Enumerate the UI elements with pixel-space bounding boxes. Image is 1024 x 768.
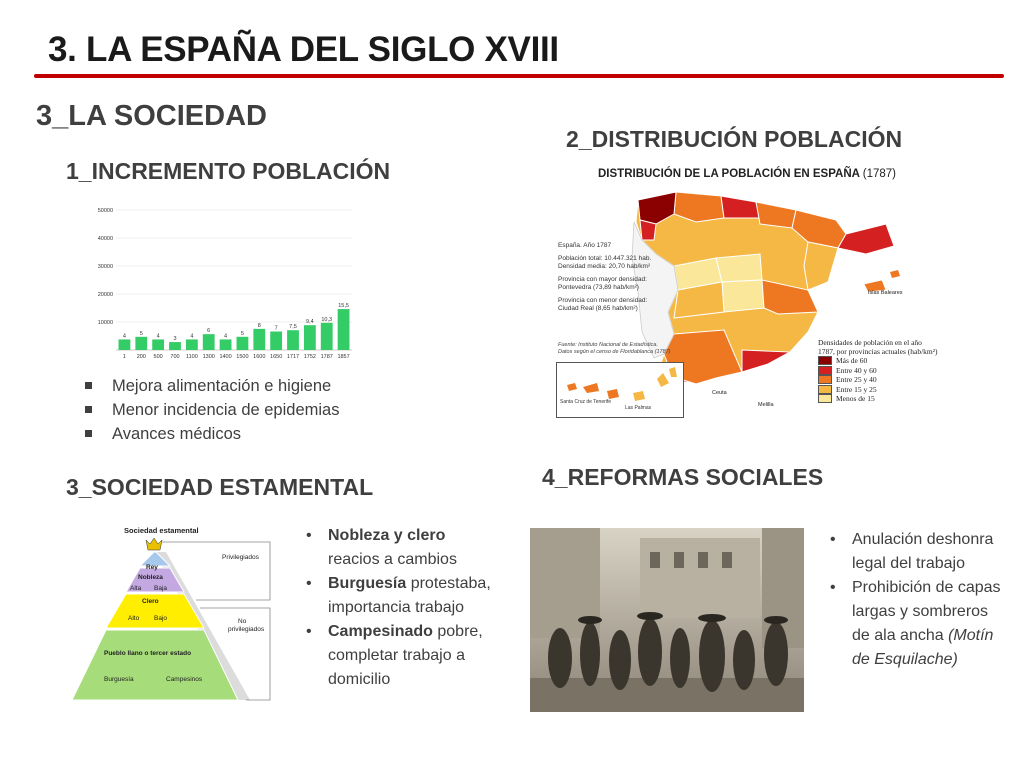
pyramid-bajo: Bajo — [154, 615, 168, 622]
chart-bar — [135, 337, 147, 350]
y-tick-label: 10000 — [97, 320, 113, 326]
legend-swatch — [818, 356, 832, 365]
list-item: Avances médicos — [82, 422, 339, 446]
society-pyramid — [70, 522, 280, 712]
x-tick-label: 1400 — [219, 354, 232, 360]
bar-value-label: 15,5 — [338, 303, 349, 310]
pyramid-rey: Rey — [146, 564, 158, 571]
map-source-line: Fuente: Instituto Nacional de Estadística. — [558, 342, 658, 348]
x-tick-label: 700 — [170, 354, 180, 360]
section-distribucion: 2_DISTRIBUCIÓN POBLACIÓN — [566, 126, 903, 152]
section-sociedad: 3_LA SOCIEDAD — [36, 100, 267, 132]
baleares-label: Islas Baleares — [868, 290, 903, 296]
motin-engraving-image — [530, 528, 804, 712]
map-info-line: España. Año 1787 — [558, 242, 612, 249]
bar-value-label: 9,4 — [306, 319, 314, 326]
melilla-label: Melilla — [758, 402, 774, 408]
legend-swatch — [818, 375, 832, 384]
x-tick-label: 1600 — [253, 354, 266, 360]
chart-bar — [253, 329, 265, 350]
chart-bar — [152, 339, 164, 350]
bar-value-label: 4 — [122, 333, 126, 340]
x-tick-label: 500 — [153, 354, 163, 360]
chart-bar — [119, 339, 131, 350]
chart-bar — [270, 332, 282, 350]
legend-swatch — [818, 385, 832, 394]
list-item: Menor incidencia de epidemias — [82, 398, 339, 422]
y-tick-label: 40000 — [97, 236, 113, 242]
bar-value-label: 5 — [240, 330, 244, 337]
x-tick-label: 1650 — [270, 354, 283, 360]
chart-bar — [220, 339, 232, 350]
estamental-list — [306, 524, 496, 692]
pyramid-shape — [70, 522, 280, 712]
list-item-text: reacios a cambios — [328, 551, 457, 568]
canarias-shape — [557, 363, 683, 417]
legend-title: Densidades de población en el año 1787, por provincias actuales (hab/km²) — [818, 338, 938, 356]
x-tick-label: 1857 — [337, 354, 350, 360]
list-item-bold: Nobleza y clero — [328, 527, 446, 544]
incremento-list — [82, 374, 339, 446]
pyramid-no: No — [238, 618, 247, 625]
bar-value-label: 7 — [274, 325, 278, 332]
bar-value-label: 3 — [173, 336, 177, 343]
population-map — [546, 162, 936, 420]
x-tick-label: 1717 — [286, 354, 300, 360]
bar-value-label: 7,5 — [289, 324, 297, 331]
pyramid-pueblo: Pueblo llano o tercer estado — [104, 650, 192, 657]
x-tick-label: 1 — [122, 354, 126, 360]
list-item — [306, 572, 496, 620]
list-item: Mejora alimentación e higiene — [82, 374, 339, 398]
pyramid-campesinos: Campesinos — [166, 676, 203, 683]
legend-swatch — [818, 366, 832, 375]
map-info-line: Ciudad Real (8,65 hab/km²) — [558, 305, 638, 312]
list-item-italic: (Motín de Esquilache) — [852, 627, 994, 668]
map-info — [558, 242, 651, 317]
list-item-text: pobre, completar trabajo a domicilio — [328, 623, 483, 688]
chart-bar — [186, 339, 198, 350]
section-estamental: 3_SOCIEDAD ESTAMENTAL — [66, 474, 374, 500]
pyramid-title: Sociedad estamental — [124, 526, 199, 535]
map-info-line: Población total: 10.447.321 hab. — [558, 254, 652, 262]
pyramid-privilegiados: Privilegiados — [222, 554, 259, 561]
list-item: • Anulación deshonra legal del trabajo — [830, 528, 1010, 576]
x-tick-label: 1300 — [202, 354, 215, 360]
x-tick-label: 1787 — [320, 354, 333, 360]
legend-row — [818, 375, 938, 385]
legend-swatch — [818, 394, 832, 403]
canarias-label: Santa Cruz de Tenerife — [560, 399, 612, 405]
pyramid-burguesia: Burguesía — [104, 676, 134, 683]
y-tick-label: 50000 — [97, 208, 113, 214]
legend-label: Menos de 15 — [836, 394, 875, 404]
bar-value-label: 4 — [224, 333, 228, 340]
chart-bar — [237, 337, 249, 350]
map-info-line: Densidad media: 20,70 hab/km² — [558, 263, 651, 270]
bar-value-label: 10,3 — [321, 316, 333, 323]
map-title-text: DISTRIBUCIÓN DE LA POBLACIÓN EN ESPAÑA — [598, 168, 860, 180]
list-item-text: Prohibición de capas largas y sombreros de ala ancha — [852, 579, 1001, 644]
chart-bar — [304, 325, 316, 350]
list-item-bold: Burguesía — [328, 575, 407, 592]
legend-label: Entre 15 y 25 — [836, 384, 877, 394]
legend-row — [818, 356, 938, 366]
ceuta-label: Ceuta — [712, 390, 727, 396]
pyramid-baja: Baja — [154, 585, 168, 592]
list-item-bold: Campesinado — [328, 623, 433, 640]
canarias-inset — [556, 362, 684, 418]
list-item-text: protestaba, importancia trabajo — [328, 575, 491, 616]
map-info-line: Pontevedra (73,89 hab/km²) — [558, 284, 639, 291]
map-year: (1787) — [862, 168, 896, 180]
x-tick-label: 1500 — [236, 354, 249, 360]
bar-value-label: 8 — [257, 322, 261, 329]
legend-row — [818, 385, 938, 395]
list-item — [306, 524, 496, 572]
pyramid-alta: Alta — [130, 585, 142, 592]
chart-bar — [203, 334, 215, 350]
list-item — [306, 620, 496, 692]
canarias-label: Las Palmas — [625, 405, 652, 411]
pyramid-no-privilegiados: privilegiados — [228, 626, 265, 633]
x-tick-label: 1100 — [185, 354, 198, 360]
legend-label: Más de 60 — [836, 356, 868, 366]
x-tick-label: 1752 — [303, 354, 316, 360]
legend-row — [818, 394, 938, 404]
list-item — [830, 576, 1010, 672]
chart-bar — [338, 309, 350, 350]
title-underline — [34, 74, 1004, 78]
chart-bar — [321, 323, 333, 350]
chart-bar — [287, 330, 299, 350]
y-tick-label: 30000 — [97, 264, 113, 270]
map-source — [558, 342, 671, 356]
section-reformas: 4_REFORMAS SOCIALES — [542, 464, 824, 490]
legend-label: Entre 40 y 60 — [836, 365, 877, 375]
pyramid-nobleza: Nobleza — [138, 574, 163, 581]
pyramid-alto: Alto — [128, 615, 140, 622]
slide-title: 3. LA ESPAÑA DEL SIGLO XVIII — [48, 30, 559, 69]
legend-row — [818, 366, 938, 376]
pyramid-clero: Clero — [142, 598, 159, 605]
map-info-line: Provincia con mayor densidad: — [558, 275, 647, 283]
map-info-line: Provincia con menor densidad: — [558, 296, 648, 304]
map-legend — [818, 338, 938, 404]
bar-value-label: 6 — [207, 328, 211, 335]
y-tick-label: 20000 — [97, 292, 113, 298]
bar-value-label: 5 — [139, 330, 143, 337]
bar-value-label: 4 — [190, 333, 194, 340]
chart-bar — [169, 342, 181, 350]
bar-value-label: 4 — [156, 333, 160, 340]
reformas-list — [830, 528, 1010, 672]
section-incremento: 1_INCREMENTO POBLACIÓN — [66, 158, 391, 184]
legend-label: Entre 25 y 40 — [836, 375, 877, 385]
x-tick-label: 200 — [136, 354, 146, 360]
map-source-line: Datos según el censo de Floridablanca (1787) — [558, 349, 671, 355]
population-chart — [84, 202, 356, 362]
